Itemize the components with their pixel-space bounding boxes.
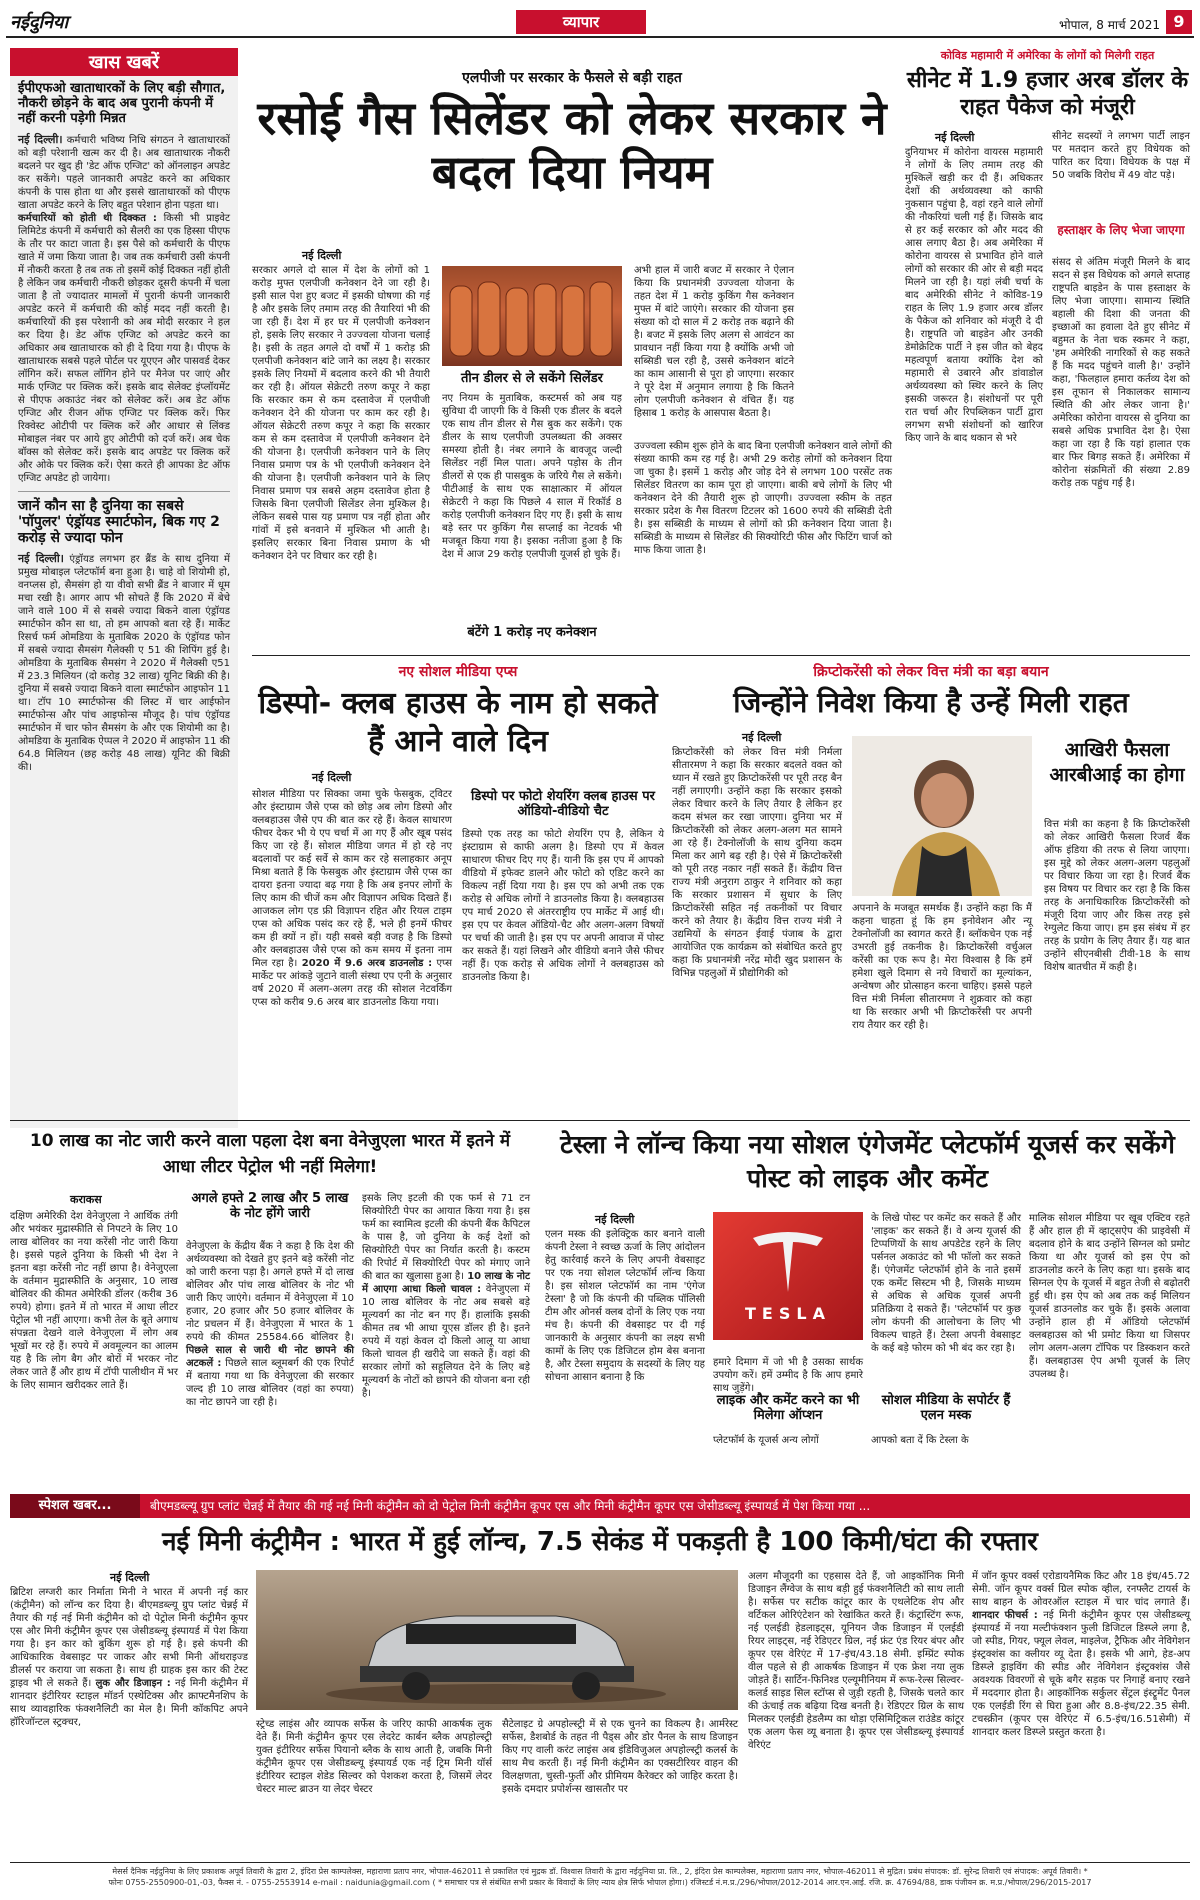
crypto-col1: क्रिप्टोकरेंसी को लेकर वित्त मंत्री निर्मला सीतारमण ने कहा कि सरकार बदलते वक्त को ध्यान में रखते हुए क्रिप्टोकरेंसी पर पूरी तरह बैन नहीं लगाएगी। उन्होंने कहा कि सरकार इसको लेकर विचार करने के लिए तैयार है लेकिन हर कदम संभल कर रखा जाएगा। दुनिया भर में क्रिप्टोकरेंसी को लेकर अलग-अलग मत सामने आ रहे हैं। टेक्नोलॉजी के साथ दुनिया कदम मिला कर आगे बढ़ रही है। ऐसे में क्रिप्टोकरेंसी को पूरी तरह नकार नहीं सकते हैं। केंद्रीय वित्त राज्य मंत्री अनुराग ठाकुर ने शनिवार को कहा कि सरकार प्रशासन में सुधार के लिए क्रिप्टोकरेंसी सहित नई तकनीकों पर विचार करने को तैयार है। केंद्रीय वित्त राज्य मंत्री ने उद्यमियों के संगठन ईवाई पंजाब के द्वारा आयोजित एक कार्यक्रम को संबोधित करते हुए कहा कि प्रधानमंत्री नरेंद्र मोदी खुद प्रशासन के विभिन्न पहलुओं में प्रौद्योगिकी को (672, 747, 842, 979)
senate-story (905, 48, 1190, 653)
mini-story (10, 1526, 1190, 1856)
sidebar-story-1-p2 (18, 212, 230, 485)
subheading: लुक और डिजाइन : (95, 1678, 171, 1689)
section-banner (516, 10, 646, 34)
dateline: नई दिल्ली (742, 731, 782, 744)
subheading: कर्मचारियों को होती थी दिक्कत : (18, 212, 157, 224)
body-text: वेनेजुएला में 10 लाख बोलिवर के नोट अब सबसे बड़े मूल्यवर्ग का नोट बन गए हैं। हालांकि इसकी कीमत तब भी आधा यूएस डॉलर ही है। इतने रुपये में यहां केवल दो किलो आलू या आधा किलो चावल ही खरीदे जा सकते हैं। वहां की सरकार लोगों को सहूलियत देने के लिए बड़े मूल्यवर्ग के नोटों को छापने की योजना बना रही है। (362, 1284, 530, 1399)
crypto-side-headline: आखिरी फैसला आरबीआई का होगा (1049, 739, 1185, 786)
lpg-col1: सरकार अगले दो साल में देश के लोगों को 1 करोड़ मुफ्त एलपीजी कनेक्शन देने जा रही है। इसी साल पेश हुए बजट में इसकी घोषणा की गई है और इसके लिए तमाम तरह की तैयारियां भी की जा रही हैं। देश में हर घर में एलपीजी कनेक्शन हो, इसके लिए सरकार ने उज्ज्वला योजना चलाई है। इसी के तहत अगले दो वर्षों में 1 करोड़ फ्री एलपीजी कनेक्शन बांटे जाने का लक्ष्य है। सरकार इसके लिए नियमों में बदलाव करने की भी तैयारी कर रही है। ऑयल सेक्रेटरी तरुण कपूर ने कहा कि सरकार कम से कम दस्तावेज में एलपीजी कनेक्शन देने की योजना पर काम कर रही है। ऑयल सेक्रेटरी तरुण कपूर ने कहा कि सरकार कम से कम दस्तावेज में एलपीजी कनेक्शन देने की योजना है। एलपीजी कनेक्शन पाने के लिए निवास प्रमाण पत्र के भी एलपीजी कनेक्शन देने की योजना है। एलपीजी कनेक्शन पाने के लिए निवास प्रमाण पत्र सबसे अहम दस्तावेज होता है जिसके बिना एलपीजी सिलेंडर लेना मुश्किल है। लेकिन सबसे पास यह प्रमाण पत्र नहीं होता और गांवों में इसे बनवाने में मुश्किल भी आती है। इसलिए सरकार बिना निवास प्रमाण के भी कनेक्शन देने पर विचार कर रही है। (252, 265, 430, 562)
venezuela-subheading-1: अगले हफ्ते 2 लाख और 5 लाख के नोट होंगे जारी (191, 1191, 349, 1221)
lpg-col2b: अभी हाल में जारी बजट में सरकार ने ऐलान किया कि प्रधानमंत्री उज्ज्वला योजना के तहत देश में 1 करोड़ कुकिंग गैस कनेक्शन मुफ्त में बांटे जाएंगे। सरकार की योजना इस संख्या को दो साल में 2 करोड़ तक बढ़ाने की है। बजट में इसके लिए अलग से आवंटन का प्रावधान नहीं किया गया है क्योंकि अभी जो सब्सिडी चल रही है, उससे कनेक्शन बांटने का काम आसानी से पूरा हो जाएगा। सरकार ने पूरे देश में अनुमान लगाया है कि कितने लोग एलपीजी कनेक्शन से वंचित हैं। यह हिसाब 1 करोड़ के आसपास बैठता है। (634, 265, 794, 419)
sidebar-box (10, 48, 238, 1128)
crypto-side-text: वित्त मंत्री का कहना है कि क्रिप्टोकरेंसी को लेकर आखिरी फैसला रिजर्व बैंक ऑफ इंडिया की तरफ से लिया जाएगा। इस मुद्दे को लेकर अलग-अलग पहलुओं पर विचार किया जा रहा है। रिजर्व बैंक इस विषय पर विचार कर रहा है कि किस तरह के अनाधिकारिक क्रिप्टोकरेंसी को मंजूरी दिया जाए और किस तरह इसे रेग्युलेट किया जाए। हम इस संबंध में हर तरह के प्रयोग के लिए तैयार हैं। यह बात उन्होंने सीएनबीसी टीवी-18 के साथ विशेष बातचीत में कही है। (1044, 819, 1190, 973)
lpg-col3: उज्ज्वला स्कीम शुरू होने के बाद बिना एलपीजी कनेक्शन वाले लोगों की संख्या काफी कम रह गई है। अभी 29 करोड़ लोगों को कनेक्शन दिया जा चुका है। इसमें 1 करोड़ और जोड़ देने से लगभग 100 परसेंट तक सिलेंडर वितरण का काम पूरा हो जाएगा। बाकी बचे लोगों के लिए भी कनेक्शन देने की तैयारी शुरू हो जाएगी। उज्ज्वला स्कीम के तहत सरकार प्रदेश के गैस वितरण टिटलर को 1600 रुपये की सब्सिडी देती है। इस सब्सिडी के माध्यम से लोगों को फ्री कनेक्शन दिया जाता है। सब्सिडी के माध्यम से सिलेंडर की सिक्योरिटी फीस और फिटिंग चार्ज को माफ किया जाता है। (634, 441, 892, 556)
sidebar-story-1-p1 (18, 133, 230, 212)
dateline: नई दिल्ली (312, 771, 352, 784)
tesla-col1: एलन मस्क की इलेक्ट्रिक कार बनाने वाली कंपनी टेस्ला ने स्वच्छ ऊर्जा के लिए आंदोलन हेतु कार्रवाई करने के लिए अपनी वेबसाइट पर एक नया सोशल प्लेटफॉर्म लॉन्च किया है। इस सोशल प्लेटफॉर्म का नाम 'एंगेज टेस्ला' है जो कि कंपनी की पब्लिक पॉलिसी टीम और ओनर्स क्लब दोनों के लिए एक नया मंच है। कंपनी की वेबसाइट पर दी गई जानकारी के अनुसार कंपनी का लक्ष्य सभी कामों के लिए एक डिजिटल होम बेस बनाना है, और टेस्ला समुदाय के सदस्यों के लिए यह सोचना आसान बनाना है कि (545, 1229, 705, 1383)
senate-kicker: कोविड महामारी में अमेरिका के लोगों को मिलेगी राहत (940, 49, 1155, 62)
clubhouse-col2: डिस्पो एक तरह का फोटो शेयरिंग एप है, लेकिन ये इंस्टाग्राम से काफी अलग है। डिस्पो एप में केवल साधारण फीचर दिए गए हैं। यानी कि इस एप में आपको वीडियो में इफेक्ट डालने और फोटो को एडिट करने का विकल्प नहीं दिया गया है। इस एप को अभी तक एक करोड़ से अधिक लोगों ने डाउनलोड किया है। क्लबहाउस एप मार्च 2020 से अंतरराष्ट्रीय एप मार्केट में आई थी। इस एप पर केवल ऑडियो-चैट और अलग-अलग विषयों पर चर्चा की जाती है। इस एप पर अपनी आवाज में पोस्ट कर सकते हैं। यहां लिखने और वीडियो बनाने जैसे फीचर नहीं हैं। एक करोड़ से अधिक लोगों ने क्लबहाउस को डाउनलोड किया है। (462, 829, 664, 983)
footer-line-1: मेसर्स दैनिक नईदुनिया के लिए प्रकाशक अपूर्व तिवारी के द्वारा 2, इंदिरा प्रेस काम्पलेक्स, महाराणा प्रताप नगर, भोपाल-462011 से प्रकाशित एवं मुद्रक डॉ. विश्वास तिवारी के द्वारा नईदुनिया प्रा. लि., 2, इंदिरा प्रेस काम्पलेक्स, महाराणा प्रताप नगर, भोपाल-462011 से मुद्रित। प्रबंध संपादक: डॉ. सुरेन्द्र तिवारी एवं संपादक: अपूर्व तिवारी। * (112, 1867, 1088, 1876)
section-title: व्यापार (562, 13, 600, 31)
special-label-text: स्पेशल खबर... (38, 1498, 112, 1513)
body-text: वेनेजुएला के केंद्रीय बैंक ने कहा है कि देश की अर्थव्यवस्था को देखते हुए इतने बड़े करेंसी नोट को जारी करना पड़ा है। अगले हफ्ते में दो लाख बोलिवर और पांच लाख बोलिवर के नोट भी जारी किए जाएंगे। वर्तमान में वेनेजुएला में 10 हजार, 20 हजार और 50 हजार बोलिवर के नोट प्रचलन में हैं। वेनेजुएला में भारत के 1 रुपये की कीमत 25584.66 बोलिवर है। (186, 1241, 354, 1343)
tesla-subheading-2: सोशल मीडिया के सपोर्टर हैं एलन मस्क (881, 1393, 1011, 1423)
masthead-logo: नईदुनिया (10, 12, 69, 33)
sidebar-title-text: खास खबरें (88, 52, 160, 73)
special-bar (10, 1494, 1190, 1518)
senate-col2b: संसद से अंतिम मंजूरी मिलने के बाद सदन से इस विधेयक को अगले सप्ताह राष्ट्रपति बाइडेन के पास हस्ताक्षर के लिए भेजा जाएगा। सामान्य स्थिति बहाली की दिशा की जनता की इच्छाओं का हवाला देते हुए सीनेट में बहुमत के नेता चक स्कमर ने कहा, 'हम अमेरिकी नागरिकों से कह सकते हैं कि मदद पहुंचने वाली है।' उन्होंने कहा, 'फिलहाल हमारा कर्तव्य देश को इस तूफान से निकालकर सामान्य स्थिति की ओर लेकर जाना है।' अमेरिका कोरोना वायरस से दुनिया का सबसे अधिक प्रभावित देश है। ऐसा कहा जा रहा है कि यहां हालात एक बार फिर बिगड़ सकते हैं। अमेरिका में कोरोना संक्रमितों की संख्या 2.89 करोड़ तक पहुंच गई है। (1052, 257, 1190, 489)
mini-col5 (972, 1570, 1190, 1739)
mini-car-image (256, 1570, 738, 1710)
body-text: नई मिनी कंट्रीमैन में शानदार इंटीरियर स्टाइल मॉडर्न एस्थेटिक्स और क्राफ्टमैनशिप के साथ व्यावहारिक फंक्शनैलिटी का मेल है। मिनी कॉकपिट अपने हॉरिजॉन्टल स्ट्रक्चर, (10, 1678, 248, 1728)
body-text: इसके लिए इटली की एक फर्म से 71 टन सिक्योरिटी पेपर का आयात किया गया है। इस फर्म का स्वामित्व इटली की कंपनी बैंक कैपिटल के पास है, जो दुनिया के कई देशों को सिक्योरिटी पेपर का निर्यात करती है। कस्टम की रिपोर्ट में सिक्योरिटी पेपर को मंगाए जाने की बात का खुलासा हुआ है। (362, 1193, 530, 1282)
page-number-text: 9 (1173, 12, 1185, 31)
lpg-image-caption: तीन डीलर से ले सकेंगे सिलेंडर (460, 371, 603, 386)
subheading: शानदार फीचर्स : (972, 1610, 1038, 1621)
body-text: ब्रिटिश लग्जरी कार निर्माता मिनी ने भारत में अपनी नई कार (कंट्रीमैन) को लॉन्च कर दिया है। बीएमडब्ल्यू ग्रुप प्लांट चेन्नई में तैयार की गई नई मिनी कंट्रीमैन को दो पेट्रोल मिनी कंट्रीमैन कूपर एस और मिनी कंट्रीमैन कूपर एस जेसीडब्ल्यू इंस्पायर्ड में पेश किया गया है। इन कार को बुकिंग शुरू हो गई है। इसे कंपनी की आधिकारिक वेबसाइट पर जाकर और सभी मिनी ऑथराइज्ड डीलर्स पर कराया जा सकता है। साथ ही ग्राहक इस कार की टेस्ट ड्राइव भी ले सकते हैं। (10, 1587, 248, 1689)
lpg-cylinders-image (442, 266, 622, 366)
mini-headline: नई मिनी कंट्रीमैन : भारत में हुई लॉन्च, 7.5 सेकंड में पकड़ती है 100 किमी/घंटा की रफ्तार (162, 1527, 1038, 1557)
dateline: नई दिल्ली (595, 1213, 635, 1226)
clubhouse-headline: डिस्पो- क्लब हाउस के नाम हो सकते हैं आने वाले दिन (258, 686, 658, 759)
footer-line-2: फोनः 0755-2550900-01,-03, फैक्स नं. - 0755-2553914 e-mail : naidunia@gmail.com ( * समाचार पत्र से संबंधित सभी प्रकार के विवादों के लिए न्याय क्षेत्र सिर्फ भोपाल होगा।) रजिस्टर्ड नं.म.प्र./296/भोपाल/2012-2014 आर.एन.आई. रजि. क्र. 47694/88, डाक पंजीयन क्र. म.प्र./भोपाल/296/2015-2017 (108, 1878, 1092, 1887)
issue-date: भोपाल, 8 मार्च 2021 (1059, 18, 1160, 32)
dateline: नई दिल्ली। (18, 552, 64, 566)
body-text: कर्मचारी भविष्य निधि संगठन ने खाताधारकों को बड़ी परेशानी खत्म कर दी है। अब खाताधारक नौकरी बदलने पर खुद ही 'डेट ऑफ एग्जिट' को ऑनलाइन अपडेट कर सकेंगे। पहले जानकारी अपडेट करने का अधिकार कंपनी के पास होता था और इससे खाताधारकों को पीएफ खाता अपडेट करने के लिए बहुत परेशान होना पड़ता था। (18, 134, 231, 211)
venezuela-col2 (186, 1240, 354, 1409)
crypto-kicker: क्रिप्टोकरेंसी को लेकर वित्त मंत्री का बड़ा बयान (813, 664, 1049, 680)
dateline: कराकस (70, 1193, 102, 1206)
tesla-col1c: प्लेटफॉर्म के यूजर्स अन्य लोगों (713, 1435, 819, 1446)
tesla-col3: मालिक सोशल मीडिया पर खूब एक्टिव रहते हैं और हाल ही में व्हाट्सऐप की प्राइवेसी में बदलाव होने के बाद उन्होंने सिग्नल को प्रमोट किया था और यूजर्स को इस ऐप को डाउनलोड करने के लिए कहा था। इसके बाद सिग्नल ऐप के यूजर्स में बहुत तेजी से बढ़ोतरी हुई थी। इस ऐप को अब तक कई मिलियन यूजर्स डाउनलोड कर चुके हैं। इसके अलावा उन्होंने हाल ही में ऑडियो प्लेटफॉर्म क्लबहाउस को भी प्रमोट किया था जिसपर लोग अलग-अलग टॉपिक पर डिस्कशन करते हैं। क्लबहाउस ऐप अभी यूजर्स के लिए उपलब्ध है। (1029, 1213, 1190, 1380)
page-number (1166, 10, 1192, 34)
dateline: नई दिल्ली (935, 131, 975, 144)
body-text: एप्स मार्केट पर आंकड़े जुटाने वाली संस्था एप एनी के अनुसार वर्ष 2020 में अलग-अलग तरह की सोशल नेटवर्किंग एप्स को करीब 9.6 अरब बार डाउनलोड किया गया। (252, 958, 452, 1008)
subheading: पिछले साल से जारी थी नोट छापने की अटकलें : (186, 1345, 354, 1369)
venezuela-col3 (362, 1192, 530, 1400)
tesla-subheading-1: लाइक और कमेंट करने का भी मिलेगा ऑप्शन (716, 1393, 860, 1423)
subheading: 2020 में 9.6 अरब डाउनलोड : (301, 958, 433, 969)
sidebar-headline-1: ईपीएफओ खाताधारकों के लिए बड़ी सौगात, नौकरी छोड़ने के बाद अब पुरानी कंपनी में नहीं करनी पड़ेगी मिन्नत (18, 81, 226, 126)
body-text: किसी भी प्राइवेट लिमिटेड कंपनी में कर्मचारी को सैलरी का एक हिस्सा पीएफ के तौर पर काटा जाता है। इस पैसे को कर्मचारी के पीएफ खाते में जमा किया जाता है। जब तक कर्मचारी उसी कंपनी में नौकरी करता है तब तक तो इसमें कोई दिक्कत नहीं होती है लेकिन जब कर्मचारी नौकरी छोड़कर दूसरी कंपनी में चला जाता है तो ज्यादातर मामलों में पुरानी कंपनी जानकारी अपडेट करने में कर्मचारी की कोई मदद नहीं करती है। कर्मचारियों की इस परेशानी को अब मोदी सरकार ने हल कर दिया है। डेट ऑफ एग्जिट को अपडेट करने का अधिकार अब खाताधारक को ही दे दिया गया है। पीएफ के खाताधारक सबसे पहले पोर्टल पर यूएएन और पासवर्ड देकर लॉगिन करें। सफल लॉगिन होने पर मैनेज पर जाएं और मार्क एग्जिट पर क्लिक करें। इसके बाद सेलेक्ट इंप्लॉयमेंट से पीएफ अकाउंट नंबर को सेलेक्ट करें। अब डेट ऑफ एग्जिट और रीजन ऑफ एग्जिट पर क्लिक करें। फिर रिक्वेस्ट ओटीपी पर क्लिक करें और आधार से लिंक्ड मोबाइल नंबर पर आये हुए ओटीपी को दर्ज करें। अब चेक बॉक्स को सेलेक्ट करें। इसके बाद अपडेट पर क्लिक करें और ओके पर क्लिक करें। ऐसा करते ही आपका डेट ऑफ एग्जिट अपडेट हो जायेगा। (18, 212, 230, 484)
tesla-headline: टेस्ला ने लॉन्च किया नया सोशल एंगेजमेंट प्लेटफॉर्म यूजर्स कर सकेंगे पोस्ट को लाइक और कमेंट (560, 1130, 1175, 1193)
cylinder-icon (442, 266, 622, 366)
special-ticker: बीएमडब्ल्यू ग्रुप प्लांट चेन्नई में तैयार की गई नई मिनी कंट्रीमैन को दो पेट्रोल मिनी कंट्रीमैन कूपर एस और मिनी कंट्रीमैन कूपर एस जेसीडब्ल्यू इंस्पायर्ड में पेश किया गया ... (150, 1499, 871, 1513)
tesla-col2b: आपको बता दें कि टेस्ला के (871, 1435, 969, 1446)
dateline: नई दिल्ली। (18, 132, 63, 146)
car-icon (256, 1570, 738, 1710)
subheading: 10 लाख के नोट में आएगा आधा किलो चावल : (362, 1271, 530, 1295)
venezuela-headline: 10 लाख का नोट जारी करने वाला पहला देश बना वेनेजुएला भारत में इतने में आधा लीटर पेट्रोल भी नहीं मिलेगा! (29, 1131, 511, 1177)
finance-minister-photo (852, 736, 1032, 896)
divider (252, 655, 1190, 656)
venezuela-col1: दक्षिण अमेरिकी देश वेनेजुएला ने आर्थिक तंगी और भयंकर मुद्रास्फीति से निपटने के लिए 10 लाख बोलिवर का नया करेंसी नोट जारी किया है। इससे पहले दुनिया के किसी भी देश ने इतना बड़ा करेंसी नोट नहीं छापा है। वेनेजुएला के वर्तमान मुद्रास्फीति के अनुसार, 10 लाख बोलिवर की कीमत अमेरिकी डॉलर (करीब 36 रुपये) होगा। इतने में तो भारत में आधा लीटर पेट्रोल भी नहीं आएगा। कभी तेल के बूते अगाध संपन्नता देखने वाले वेनेजुएला में लोग अब भूखों मर रहे हैं। रुपये में अवमूल्यन का आलम यह है कि लोग बैग और बोरों में भरकर नोट लेकर जाते हैं और हाथ में टॉपी पालीथीन में भर के लिए सामान खरीदकर लाते हैं। (10, 1211, 178, 1391)
mini-col1 (10, 1586, 248, 1729)
mini-col3b: सैटेलाइट ग्रे अपहोल्स्ट्री में से एक चुनने का विकल्प है। आर्मरेस्ट सर्फेस, डैशबोर्ड के तहत नी पैड्स और डोर पैनल के साथ डिजाइन किए गए वाली करंट लाइंस अब इंडिविजुअल अपहोल्स्ट्री कलर्स के साथ मैच करती हैं। नई मिनी कंट्रीमैन का एक्सटीरियर वाहन की विलक्षणता, चुस्ती-फुर्ती और प्रीमियम कैरेक्टर को जाहिर करता है। इसके दमदार प्रपोर्शन्स खासतौर पर (502, 1719, 738, 1795)
tesla-logo-text: TESLA (745, 1304, 831, 1323)
lpg-headline: रसोई गैस सिलेंडर को लेकर सरकार ने बदल दिया नियम (257, 91, 887, 199)
divider (10, 1120, 1190, 1121)
portrait-icon (852, 736, 1032, 896)
senate-col1: दुनियाभर में कोरोना वायरस महामारी ने लोगों के लिए तमाम तरह की मुश्किलें खड़ी कर दी हैं। अधिकतर देशों की अर्थव्यवस्था को काफी नुकसान पहुंचा है, वहां रहने वाले लोगों की नौकरियां चली गई हैं। जिसके बाद से हर कई सरकार को और मदद की आस लगाए बैठा है। अब अमेरिका में कोरोना वायरस से प्रभावित होने वाले लोगों को सरकार की ओर से बड़ी मदद मिलने जा रही है। यहां लंबी चर्चा के बाद अमेरिकी सीनेट ने कोविड-19 राहत के लिए 1.9 हजार अरब डॉलर के पैकेज को शनिवार को मंजूरी दे दी है। राष्ट्रपति जो बाइडेन और उनकी डेमोक्रेटिक पार्टी ने इस जीत को बेहद महत्वपूर्ण बताया क्योंकि देश को महामारी से उबारने और डांवाडोल अर्थव्यवस्था को स्थिर करने के लिए इसकी जरूरत है। संशोधनों पर पूरी रात चर्चा और रिपब्लिकन पार्टी द्वारा लगभग सभी संशोधनों को खारिज किए जाने के बाद थकान से भरे (905, 147, 1043, 444)
sidebar-title (10, 48, 238, 76)
body-text: सोशल मीडिया पर सिक्का जमा चुके फेसबुक, ट्विटर और इंस्टाग्राम जैसे एप्स को छोड़ अब लोग डिस्पो और क्लबहाउस जैसे एप की बात कर रहे हैं। केवल साधारण फीचर देकर भी ये एप चर्चा में आ गए हैं और खूब पसंद किए जा रहे हैं। सोशल मीडिया जगत में हो रहे नए बदलावों पर कई सर्वे से काम कर रहे सलाहकार अनूप मिश्रा बताते हैं कि फेसबुक और इंस्टाग्राम जैसे एप्स का दायरा इतना ज्यादा बढ़ गया है कि अब इनपर लोगों के लिए काम की चीजें कम और विज्ञापन अधिक दिखते हैं। आजकल लोग एड फ्री विज्ञापन रहित और रियल टाइम एप्स को अधिक पसंद कर रहे हैं, भले ही इनमें फीचर कम ही क्यों न हों। यही सबसे बड़ी वजह है कि डिस्पो और क्लबहाउस जैसे एप्स को कम समय में इतना नाम मिल रहा है। (252, 789, 452, 969)
tesla-col2: के लिखे पोस्ट पर कमेंट कर सकते हैं और 'लाइक' कर सकते हैं। वे अन्य यूजर्स की टिप्पणियों के साथ अपडेटेड रहने के लिए पर्सनल अकाउंट को भी फॉलो कर सकते हैं। एंगेजमेंट प्लेटफॉर्म होने के नाते इसमें एक कमेंट सिस्टम भी है, जिसके माध्यम से अधिक से अधिक यूजर्स अपनी प्रतिक्रिया दे सकते हैं। 'प्लेटफॉर्म पर कुछ लोग कंपनी की आलोचना के लिए भी विकल्प चाहते हैं। टेस्ला अपनी वेबसाइट के कई बड़े फोरम को भी बंद कर रहा है। (871, 1213, 1021, 1354)
sidebar-story-2-p1 (18, 552, 230, 774)
lpg-col2: नए नियम के मुताबिक, कस्टमर्स को अब यह सुविधा दी जाएगी कि वे किसी एक डीलर के बदले एक साथ तीन डीलर से गैस बुक कर सकेंगे। एक डीलर के साथ एलपीजी उपलब्धता की अक्सर समस्या होती है। नंबर लगाने के बावजूद जल्दी सिलेंडर नहीं मिल पाता। अपने पड़ोस के तीन डीलरों से एक ही पासबुक के जरिये गैस ले सकेंगे। पीटीआई के साथ एक साक्षात्कार में ऑयल सेक्रेटरी ने कहा कि पिछले 4 साल में रिकॉर्ड 8 करोड़ एलपीजी कनेक्शन दिए गए हैं। इसी के साथ बड़े स्तर पर कुकिंग गैस सप्लाई का नेटवर्क भी मजबूत किया गया है। इसका नतीजा हुआ है कि देश में आज 29 करोड़ एलपीजी यूजर्स हो चुके हैं। (442, 393, 622, 560)
body-text: एंड्रॉयड लगभग हर ब्रैंड के साथ दुनिया में प्रमुख मोबाइल प्लेटफॉर्म बना हुआ है। चाहे वो शियोमी हो, वनप्लस हो, सैमसंग हो या वीवो सभी ब्रैंड ने बाजार में धूम मचा रखी है। आगर आप भी सोचते हैं कि 2020 में बेचे जाने वाले 100 में से सबसे ज्यादा बिकने वाला एंड्रॉयड स्मार्टफोन कौन सा था, तो हम आपको बता रहे हैं। मार्केट रिसर्च फर्म ओमडिया के मुताबिक 2020 के एंड्रॉयड फोन में सबसे ज्यादा सैमसंग गैलेक्सी ए 51 की शिपिंग हुई है। ओमडिया के मुताबिक सैमसंग ने 2020 में गैलेक्सी ए51 में 23.3 मिलियन (दो करोड़ 32 लाख) यूनिट बिक्री की है। दुनिया में सबसे ज्यादा बिकने वाला स्मार्टफोन आइफोन 11 था। टॉप 10 स्मार्टफोन्स की लिस्ट में चार आईफोन स्मार्टफोन्स और पांच आइफोन्स मौजूद है। पांच एंड्रॉयड स्मार्टफोन में चार फोन सैमसंग के और एक शियोमी का है। ओमडिया के मुताबिक ऐप्पल ने 2020 में आइफोन 11 की 64.8 मिलियन (छह करोड़ 48 लाख) यूनिट की बिक्री की। (18, 554, 230, 774)
lpg-subheading: बंटेंगे 1 करोड़ नए कनेक्शन (467, 625, 597, 640)
special-label (10, 1494, 140, 1518)
masthead (6, 8, 1194, 38)
lpg-story (252, 48, 892, 653)
crypto-col2: अपनाने के मजबूत समर्थक हैं। उन्होंने कहा कि मैं कहना चाहता हूं कि हम इनोवेशन और न्यू टेक्नोलॉजी का स्वागत करते हैं। ब्लॉकचेन एक नई उभरती हुई तकनीक है। क्रिप्टोकरेंसी वर्चुअल करेंसी का एक रूप है। मेरा विश्वास है कि हमें हमेशा खुले दिमाग से नये विचारों का मूल्यांकन, अन्वेषण और प्रोत्साहन करना चाहिए। इससे पहले वित्त मंत्री निर्मला सीतारमण ने शुक्रवार को कहा था कि सरकार अभी भी क्रिप्टोकरेंसी पर अपनी राय तैयार कर रही है। (852, 903, 1032, 1031)
tesla-logo-image (713, 1212, 863, 1340)
clubhouse-kicker: नए सोशल मीडिया एप्स (398, 664, 518, 680)
mini-col2b: स्ट्रेच्ड लाइंस और व्यापक सर्फेस के जरिए काफी आकर्षक लुक देते हैं। मिनी कंट्रीमैन कूपर एस लेदरेट कार्बन ब्लैक अपहोल्स्ट्री युक्त इंटीरियर सर्फेस पियानो ब्लैक के साथ आती है, जबकि मिनी कंट्रीमैन कूपर एस जेसीडब्ल्यू इंस्पायर्ड एक नई ट्रिम मिनी यॉर्स इंटीरियर स्टाइल शेडेड सिल्वर को पेशकश करता है, जिसमें लेदर चेस्टर माल्ट ब्राउन या लेदर चेस्टर (256, 1719, 492, 1795)
senate-subheading: हस्ताक्षर के लिए भेजा जाएगा (1057, 223, 1185, 237)
sidebar-headline-2: जानें कौन सा है दुनिया का सबसे 'पॉपुलर' एंड्रॉयड स्मार्टफोन, बिक गए 2 करोड़ से ज्यादा फोन (18, 497, 220, 546)
dateline: नई दिल्ली (302, 249, 342, 262)
tesla-col1b: हमारे दिमाग में जो भी है उसका सार्थक उपयोग करें। हमें उम्मीद है कि आप हमारे साथ जुड़ेंगे। (713, 1357, 863, 1394)
clubhouse-subheading: डिस्पो पर फोटो शेयरिंग क्लब हाउस पर ऑडियो-वीडियो चैट (471, 789, 655, 819)
clubhouse-col1 (252, 788, 452, 1009)
body-text: में जॉन कूपर वर्क्स एरोडायनैमिक किट और 18 इंच/45.72 सेमी. जॉन कूपर वर्क्स ग्रिल स्पोक व्हील, रनफ्लैट टायर्स के साथ बाहन के ओवरऑल स्टाइल में चार चांद लगाते हैं। (972, 1571, 1190, 1608)
body-text: पिछले साल ब्लूमबर्ग की एक रिपोर्ट में बताया गया था कि वेनेजुएला की सरकार जल्द ही 10 लाख बोलिवर (वहां का रुपया) का नोट छापने जा रही है। (186, 1358, 354, 1408)
senate-col2: सीनेट सदस्यों ने लगभग पार्टी लाइन पर मतदान करते हुए विधेयक को पारित कर दिया। विधेयक के पक्ष में 50 जबकि विरोध में 49 वोट पड़े। (1052, 131, 1190, 181)
body-text: नई मिनी कंट्रीमैन कूपर एस जेसीडब्ल्यू इंस्पायर्ड में नया मल्टीफंक्शन फुली डिजिटल डिस्प्ले लगा है, जो स्पीड, गियर, फ्यूल लेवल, माइलेज, ट्रैफिक और नेविगेशन इंस्ट्रक्शंस का क्लीयर व्यू देता है। इसके भी आगे, हेड-अप डिस्प्ले ड्राइविंग की स्पीड और नेविगेशन इंस्ट्रक्शंस जैसे अवश्यक विवरणों से चूके बगैर सड़क पर निगाहें बनाए रखने में मददगार होता है। आइकॉनिक सर्कुलर सेंट्रल इंस्ट्रूमेंट पैनल एक एलईडी रिंग से घिरा हुआ और 8.8-इंच/22.35 सेमी. टचस्क्रीन (कूपर एस वेरिएंट में 6.5-इंच/16.51सेमी) में शानदार कलर डिस्प्ले प्रस्तुत करता है। (972, 1610, 1190, 1738)
mini-col4: अलग मौजूदगी का एहसास देते हैं, जो आइकॉनिक मिनी डिजाइन लैंग्वेज के साथ बड़ी हुई फंक्शनैलिटी को साथ लाती है। सर्फेस पर सटीक कांटूर कार के एथलेटिक शेप और वर्टिकल ओरिएंटेशन को रेखांकित करते हैं। कंट्रास्टिंग रूफ, नई एलईडी हेडलाइट्स, यूनियन जैक डिजाइन में एलईडी रियर लाइट्स, नई रेडिएटर ग्रिल, नई फ्रंट एंड रियर बंपर और कूपर एस वेरिएंट में 17-इंच/43.18 सेमी. इम्प्रिंट स्पोक वील पहले से ही आकर्षक डिजाइन में एक फ्रेश नया लुक जोड़ते हैं। सार्टिन-फिनिश्ड एल्यूमीनियम में रूफ-रेल्स सिल्वर-कलर्ड साइड सिल स्टॉप्स से जुड़ी रहती है, जिसके चलते कार की ऊंचाई तक बढ़िया दिख बनती है। रेडिएटर ग्रिल के साथ मिलकर एलईडी हेडलैम्प का थोड़ा एसिमिट्रिकल राउंडेड कांटूर एक अलग फेस व्यू बनाता है। कूपर एस जेसीडब्ल्यू इंस्पायर्ड वेरिएंट (748, 1571, 964, 1751)
footer-imprint (10, 1866, 1190, 1888)
crypto-headline: जिन्होंने निवेश किया है उन्हें मिली राहत (733, 686, 1129, 719)
crypto-story (672, 662, 1190, 1062)
lpg-kicker: एलपीजी पर सरकार के फैसले से बड़ी राहत (462, 70, 682, 86)
clubhouse-story (252, 662, 664, 1062)
dateline: नई दिल्ली (110, 1571, 150, 1584)
senate-headline: सीनेट में 1.9 हजार अरब डॉलर के राहत पैकेज को मंजूरी (906, 68, 1189, 120)
divider (10, 1862, 1190, 1863)
